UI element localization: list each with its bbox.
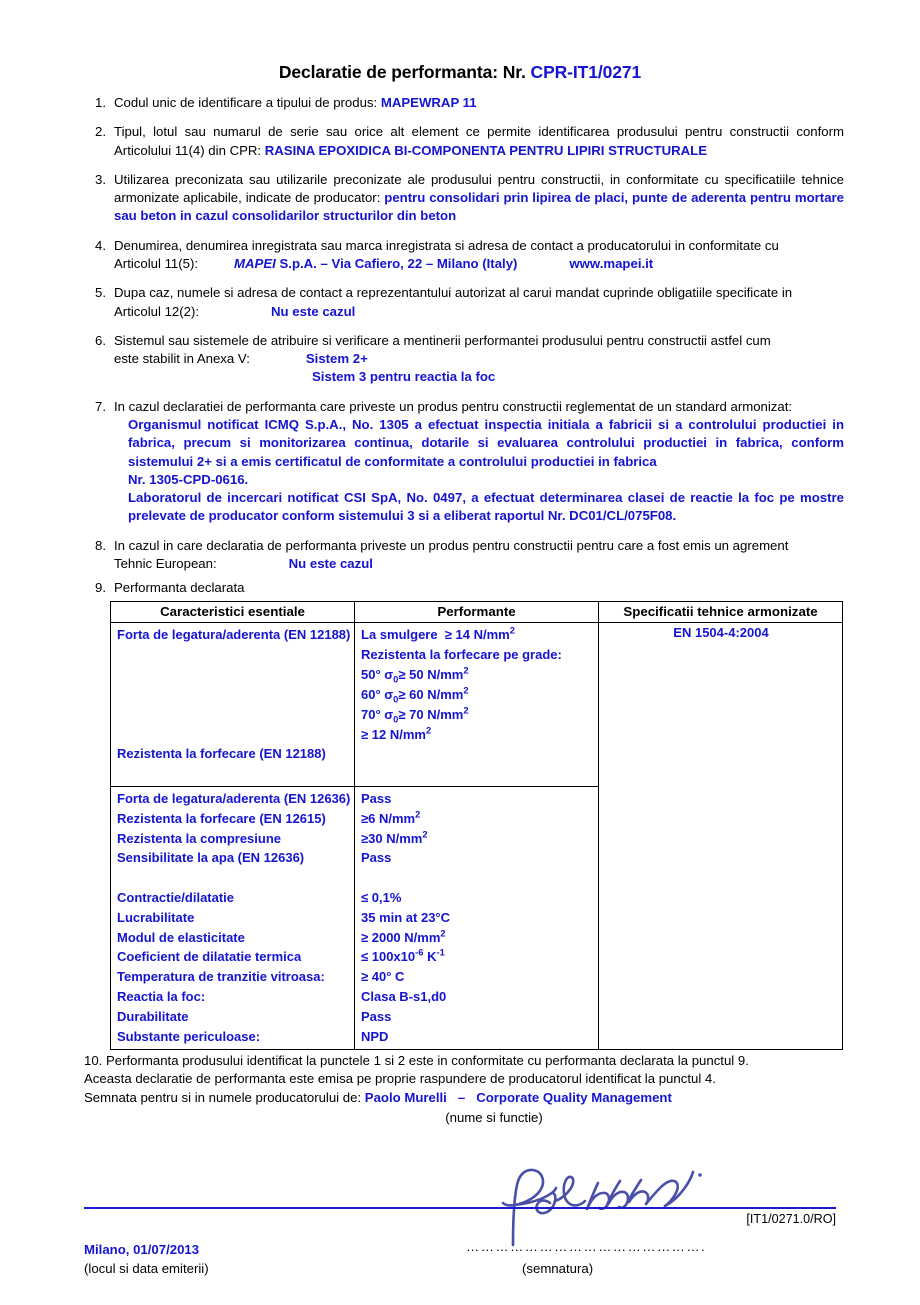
perf-g1-4: 70° $\sigma_0\ge 70$ $N/mm^2$ — [361, 705, 469, 725]
clause-5-detail — [114, 303, 844, 321]
signature-area — [0, 1155, 920, 1305]
table-header-row — [111, 602, 843, 623]
clause-8 — [84, 537, 844, 574]
clause-7-body — [114, 398, 844, 526]
perf-g2-12: NPD — [361, 1028, 389, 1044]
clause-9 — [84, 579, 844, 597]
clause-8-label: Tehnic European: — [114, 555, 217, 571]
char-g2-gap — [117, 868, 349, 888]
clause-8-value: Nu este cazul — [288, 555, 373, 571]
title-prefix: Declaratie de performanta: Nr. — [278, 62, 531, 82]
signer-separator — [447, 1090, 476, 1105]
clause-9-text: Performanta declarata — [114, 580, 245, 596]
signer-dash-glyph: – — [457, 1090, 466, 1105]
perf-g2-0: Pass — [361, 790, 392, 806]
clause-4-label: Articolul 11(5): — [114, 255, 199, 271]
clause-8-body — [114, 537, 844, 574]
clause-2 — [84, 123, 844, 160]
performance-group-2 — [355, 786, 599, 1049]
clause-4 — [84, 237, 844, 274]
declaration-number: CPR-IT1/0271 — [530, 62, 642, 82]
char-g2-6: Lucrabilitate — [117, 909, 195, 925]
clause-8-marker: 8. — [95, 537, 106, 553]
char-g2-7: Modul de elasticitate — [117, 929, 245, 945]
clause-2-highlight: RASINA EPOXIDICA BI-COMPONENTA PENTRU LIPIRI STRUCTURALE — [264, 142, 708, 158]
signer-name: Paolo Murelli — [364, 1090, 447, 1105]
clause-5-body — [114, 284, 844, 321]
char-g1-pad — [117, 764, 349, 784]
document-code: [IT1/0271.0/RO] — [746, 1212, 836, 1226]
clause-8-text: In cazul in care declaratia de performanta priveste un produs pentru constructii pentru care a fost emis un agrement — [114, 537, 789, 553]
clause-6-detail — [114, 350, 844, 368]
char-g2-5: Contractie/dilatatie — [117, 890, 235, 906]
name-function-caption: (nume si functie) — [445, 1109, 543, 1125]
char-g1-1 — [117, 645, 349, 665]
place-date-caption: (locul si data emiterii) — [84, 1261, 209, 1277]
clause-5 — [84, 284, 844, 321]
perf-g2-gap — [361, 868, 593, 888]
clause-4-text: Denumirea, denumirea inregistrata sau marca inregistrata si adresa de contact a producatorului in conformitate cu — [114, 237, 779, 253]
performance-table — [110, 601, 843, 1049]
perf-g2-8: ≤ $100x10^{-6}$ $K^{-1}$ — [361, 948, 445, 965]
clause-3 — [84, 171, 844, 226]
clause-7-marker: 7. — [95, 398, 106, 414]
perf-g2-9: ≥ 40° C — [361, 969, 405, 985]
signed-by-prefix: Semnata pentru si in numele producatorului de: — [84, 1090, 365, 1105]
signature-caption: (semnatura) — [522, 1261, 594, 1277]
char-g1-5 — [117, 725, 349, 745]
char-g2-2: Rezistenta la compresiune — [117, 830, 281, 846]
manufacturer-brand: MAPEI — [234, 255, 276, 271]
closing-statements — [0, 1050, 920, 1128]
manufacturer-website[interactable]: www.mapei.it — [569, 255, 654, 271]
clause-6-label: este stabilit in Anexa V: — [114, 351, 250, 367]
perf-g1-1: Rezistenta la forfecare pe grade: — [361, 647, 562, 663]
statement-signed-by — [84, 1089, 844, 1108]
perf-g2-1: ≥6 $N/mm^2$ — [361, 809, 421, 826]
clause-2-marker: 2. — [95, 124, 106, 140]
char-g2-11: Durabilitate — [117, 1008, 189, 1024]
signature-dotted-line: …………………………………………. — [466, 1239, 707, 1255]
perf-g2-10: Clasa B-s1,d0 — [361, 989, 447, 1005]
clause-1-marker: 1. — [95, 95, 106, 110]
clause-1 — [84, 94, 844, 112]
perf-g2-2: ≥30 $N/mm^2$ — [361, 829, 428, 846]
perf-g1-pad2 — [361, 764, 593, 784]
clause-4-detail — [114, 255, 844, 273]
clause-5-label: Articolul 12(2): — [114, 303, 200, 319]
clause-6-value-2: Sistem 3 pentru reactia la foc — [312, 369, 496, 385]
clause-6 — [84, 332, 844, 387]
char-g2-12: Substante periculoase: — [117, 1028, 261, 1044]
performance-group-1 — [355, 623, 599, 787]
char-g2-10: Reactia la foc: — [117, 989, 206, 1005]
clause-list — [0, 94, 920, 597]
clause-7 — [84, 398, 844, 526]
page-title — [0, 0, 920, 83]
header-performance: Performante — [355, 602, 599, 623]
char-g2-8: Coeficient de dilatatie termica — [117, 949, 302, 965]
perf-g2-11: Pass — [361, 1008, 392, 1024]
specification-cell: EN 1504-4:2004 — [599, 623, 843, 1049]
footer-divider — [84, 1207, 836, 1209]
char-g2-3: Sensibilitate la apa (EN 12636) — [117, 850, 305, 866]
clause-2-body — [114, 123, 844, 160]
characteristics-group-2 — [111, 786, 355, 1049]
perf-g2-3: Pass — [361, 850, 392, 866]
perf-g1-pad1 — [361, 744, 593, 764]
manufacturer-address-text: S.p.A. – Via Cafiero, 22 – Milano (Italy) — [279, 255, 518, 271]
clause-6-marker: 6. — [95, 332, 106, 348]
clause-3-body — [114, 171, 844, 226]
clause-6-detail-2 — [114, 368, 844, 386]
clause-3-marker: 3. — [95, 171, 106, 187]
statement-item-10: 10. Performanta produsului identificat la punctele 1 si 2 este in conformitate cu performanta declarata la punctul 9. — [84, 1052, 749, 1068]
clause-4-marker: 4. — [95, 237, 106, 253]
clause-3-text: Utilizarea preconizata sau utilizarile preconizate ale produsului pentru constructii, in conformitate cu specificatiile tehnice armonizate aplicabile, indicate de producator: — [114, 171, 844, 206]
clause-1-highlight: MAPEWRAP 11 — [380, 95, 477, 110]
clause-9-marker: 9. — [95, 580, 106, 596]
clause-7-notified-body: Organismul notificat ICMQ S.p.A., No. 1305 a efectuat inspectia initiala a fabricii si a controlului productiei in fabrica, precum si monitorizarea continua, dotarile si evaluarea controlului productiei in fabrica, conform sistemului 2+ si a emis certificatul de conformitate a controlului productiei in fabrica — [128, 416, 844, 469]
clause-6-value-1: Sistem 2+ — [305, 351, 368, 367]
char-g1-0: Forta de legatura/aderenta (EN 12188) — [117, 627, 351, 643]
perf-g2-5: ≤ 0,1% — [361, 890, 402, 906]
char-g1-3 — [117, 685, 349, 705]
header-specifications: Specificatii tehnice armonizate — [599, 602, 843, 623]
clause-7-lab-report: Laboratorul de incercari notificat CSI SpA, No. 0497, a efectuat determinarea clasei de reactie la foc pe mostre prelevate de producator conform sistemului 3 si a eliberat raportul Nr. DC01/CL/075F08. — [128, 490, 844, 524]
clause-5-value: Nu este cazul — [271, 303, 356, 319]
char-g2-1: Rezistenta la forfecare (EN 12615) — [117, 810, 326, 826]
clause-5-text: Dupa caz, numele si adresa de contact a reprezentantului autorizat al carui mandat cuprinde obligatiile specificate in — [114, 285, 793, 301]
perf-g2-6: 35 min at 23°C — [361, 909, 451, 925]
perf-g1-0: La smulgere ≥ 14 $N/mm^2$ — [361, 626, 515, 643]
clause-2-text: Tipul, lotul sau numarul de serie sau orice alt element ce permite identificarea produsului pentru constructii conform Articolului 11(4) din CPR: — [114, 124, 844, 158]
statement-responsibility: Aceasta declaratie de performanta este emisa pe proprie raspundere de producatorul identificat la punctul 4. — [84, 1071, 716, 1087]
clause-7-text: In cazul declaratiei de performanta care priveste un produs pentru constructii reglementat de un standard armonizat: — [114, 398, 793, 414]
header-characteristics: Caracteristici esentiale — [111, 602, 355, 623]
char-g2-0: Forta de legatura/aderenta (EN 12636) — [117, 790, 351, 806]
clause-1-body — [114, 94, 844, 112]
perf-g1-3: 60° $\sigma_0\ge 60$ $N/mm^2$ — [361, 685, 469, 705]
clause-1-text: Codul unic de identificare a tipului de produs: — [114, 95, 381, 110]
clause-6-text: Sistemul sau sistemele de atribuire si verificare a mentinerii performantei produsului pentru constructii astfel cum — [114, 332, 771, 348]
performance-table-container — [0, 597, 920, 1049]
clause-6-body — [114, 332, 844, 387]
place-and-date: Milano, 01/07/2013 — [84, 1242, 200, 1258]
table-row — [111, 623, 843, 787]
clause-4-body — [114, 237, 844, 274]
char-g1-4 — [117, 705, 349, 725]
char-g1-2 — [117, 665, 349, 685]
signer-role: Corporate Quality Management — [476, 1090, 672, 1105]
perf-g1-5: ≥ 12 $N/mm^2$ — [361, 725, 432, 742]
char-g2-9: Temperatura de tranzitie vitroasa: — [117, 969, 325, 985]
clause-3-highlight: pentru consolidari prin lipirea de placi, punte de aderenta pentru mortare sau beton in cazul consolidarilor structurilor din beton — [114, 190, 844, 224]
clause-8-detail — [114, 555, 844, 573]
clause-7-certificate-number: Nr. 1305-CPD-0616. — [128, 471, 249, 487]
perf-g2-7: ≥ 2000 $N/mm^2$ — [361, 928, 446, 945]
perf-g1-2: 50° $\sigma_0\ge 50$ $N/mm^2$ — [361, 665, 469, 685]
clause-5-marker: 5. — [95, 285, 106, 301]
char-g1-6: Rezistenta la forfecare (EN 12188) — [117, 746, 326, 762]
characteristics-group-1 — [111, 623, 355, 787]
manufacturer-address — [276, 256, 518, 271]
